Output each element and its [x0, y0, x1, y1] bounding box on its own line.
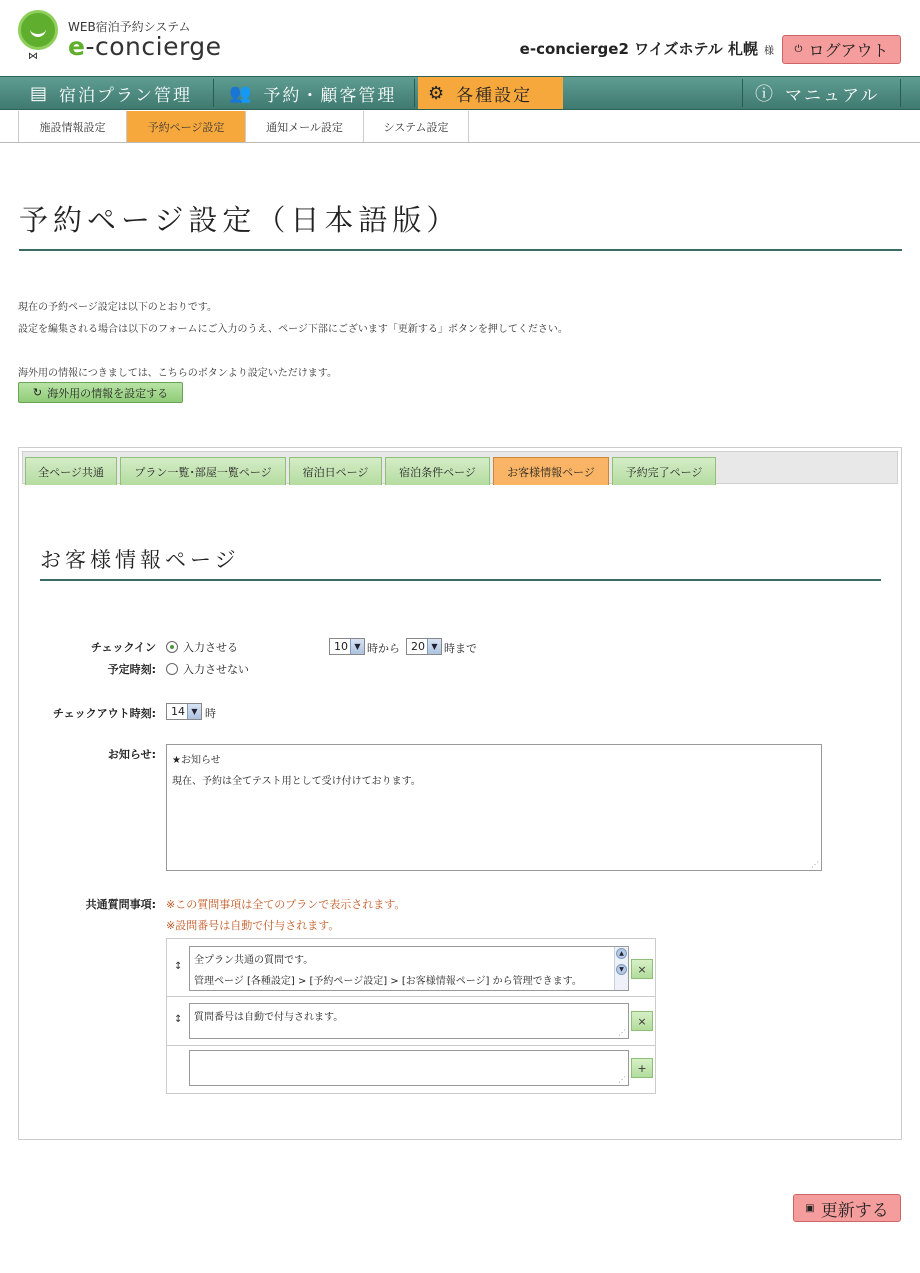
logout-button[interactable]: ⏻ ログアウト — [782, 35, 901, 64]
refresh-icon: ↻ — [32, 386, 43, 399]
overseas-settings-button[interactable]: ↻ 海外用の情報を設定する — [18, 382, 183, 403]
checkin-from-select[interactable]: 10 ▼ — [329, 638, 365, 655]
checkin-label: チェックイン — [90, 641, 156, 654]
save-icon: ▣ — [805, 1202, 815, 1214]
to-suffix: 時まで — [444, 642, 477, 655]
drag-handle-icon[interactable]: ↕ — [174, 961, 183, 972]
checkout-hour-select[interactable]: 14 ▼ — [166, 703, 202, 720]
document-icon: ▤ — [30, 82, 50, 104]
tab-stay-date[interactable]: 宿泊日ページ — [289, 457, 382, 485]
radio-button-selected[interactable] — [166, 641, 178, 653]
subnav-facility-info[interactable]: 施設情報設定 — [18, 111, 127, 142]
bowtie-icon: ⋈ — [28, 51, 38, 62]
remove-question-button[interactable]: × — [631, 959, 653, 979]
remove-question-button[interactable]: × — [631, 1011, 653, 1031]
sub-nav — [0, 111, 920, 143]
help-icon: ⓘ — [755, 84, 775, 105]
page-title: 予約ページ設定（日本語版） — [19, 203, 461, 237]
users-icon: 👥 — [229, 82, 254, 104]
radio-disable-checkin[interactable]: 入力させない — [166, 661, 249, 677]
drag-handle-icon[interactable]: ↕ — [174, 1014, 183, 1025]
checkin-time-label: 予定時刻: — [107, 663, 156, 676]
main-nav — [0, 76, 920, 110]
gear-icon: ⚙ — [428, 82, 447, 104]
question-textarea[interactable]: 質問番号は自動で付与されます。 ⋰ — [189, 1003, 629, 1039]
numbering-note: ※設問番号は自動で付与されます。 — [166, 919, 340, 932]
logo-face-icon — [18, 10, 58, 50]
nav-reservation-management[interactable]: 👥 予約・顧客管理 — [229, 82, 397, 106]
new-question-textarea[interactable] — [189, 1050, 629, 1086]
section-divider — [40, 579, 881, 581]
logo-subtitle: WEB宿泊予約システム — [68, 20, 191, 34]
page-tabs — [22, 451, 898, 484]
question-row — [167, 997, 655, 1046]
tab-customer-info[interactable]: お客様情報ページ — [493, 457, 609, 485]
question-textarea[interactable]: 全プラン共通の質問です。 管理ページ [各種設定] > [予約ページ設定] > [お客様情報ページ] から管理できます。 ▲ ▼ — [189, 946, 629, 991]
subnav-system-settings[interactable]: システム設定 — [364, 111, 469, 142]
tab-all-pages[interactable]: 全ページ共通 — [25, 457, 117, 485]
scroll-up-icon[interactable]: ▲ — [616, 948, 627, 959]
add-question-button[interactable]: + — [631, 1058, 653, 1078]
intro-text-1: 現在の予約ページ設定は以下のとおりです。 — [18, 302, 217, 313]
chevron-down-icon: ▼ — [187, 704, 201, 719]
common-questions-note: ※この質問事項は全てのプランで表示されます。 — [166, 898, 406, 911]
intro-text-2: 設定を編集される場合は以下のフォームにご入力のうえ、ページ下部にございます「更新する」ボタンを押してください。 — [18, 324, 568, 335]
question-row — [167, 1046, 655, 1093]
overseas-note: 海外用の情報につきましては、こちらのボタンより設定いただけます。 — [18, 368, 337, 379]
title-divider — [19, 249, 902, 251]
checkout-label: チェックアウト時刻: — [52, 707, 156, 720]
chevron-down-icon: ▼ — [427, 639, 441, 654]
notice-label: お知らせ: — [107, 748, 156, 761]
section-title: お客様情報ページ — [40, 548, 240, 572]
hotel-name: e-concierge2 ワイズホテル 札幌 様 — [519, 40, 774, 58]
tab-plan-room-list[interactable]: プラン一覧･部屋一覧ページ — [120, 457, 286, 485]
notice-textarea[interactable]: ★お知らせ 現在、予約は全てテスト用として受け付けております。 ⋰ — [166, 744, 822, 871]
checkout-suffix: 時 — [205, 707, 216, 720]
common-questions-label: 共通質問事項: — [85, 898, 156, 911]
power-icon: ⏻ — [794, 44, 803, 55]
scroll-down-icon[interactable]: ▼ — [616, 964, 627, 975]
tab-stay-conditions[interactable]: 宿泊条件ページ — [385, 457, 490, 485]
nav-manual[interactable]: ⓘ マニュアル — [745, 77, 889, 109]
checkin-to-select[interactable]: 20 ▼ — [406, 638, 442, 655]
radio-button[interactable] — [166, 663, 178, 675]
header — [0, 0, 920, 76]
questions-table — [166, 938, 656, 1094]
question-row — [167, 939, 655, 997]
logo-wordmark: e-concierge — [68, 32, 222, 61]
tab-reservation-complete[interactable]: 予約完了ページ — [612, 457, 716, 485]
resize-grip-icon[interactable]: ⋰ — [618, 1028, 626, 1037]
radio-enable-checkin[interactable]: 入力させる — [166, 639, 238, 655]
nav-plan-management[interactable]: ▤ 宿泊プラン管理 — [30, 82, 193, 106]
resize-grip-icon[interactable]: ⋰ — [811, 860, 819, 869]
subnav-reservation-page[interactable]: 予約ページ設定 — [127, 111, 246, 142]
resize-grip-icon[interactable]: ⋰ — [618, 1075, 626, 1084]
subnav-notification-mail[interactable]: 通知メール設定 — [246, 111, 364, 142]
nav-settings[interactable]: ⚙ 各種設定 — [418, 77, 563, 109]
scrollbar[interactable] — [614, 947, 628, 990]
chevron-down-icon: ▼ — [350, 639, 364, 654]
update-button[interactable]: ▣ 更新する — [793, 1194, 901, 1222]
from-suffix: 時から — [367, 642, 400, 655]
